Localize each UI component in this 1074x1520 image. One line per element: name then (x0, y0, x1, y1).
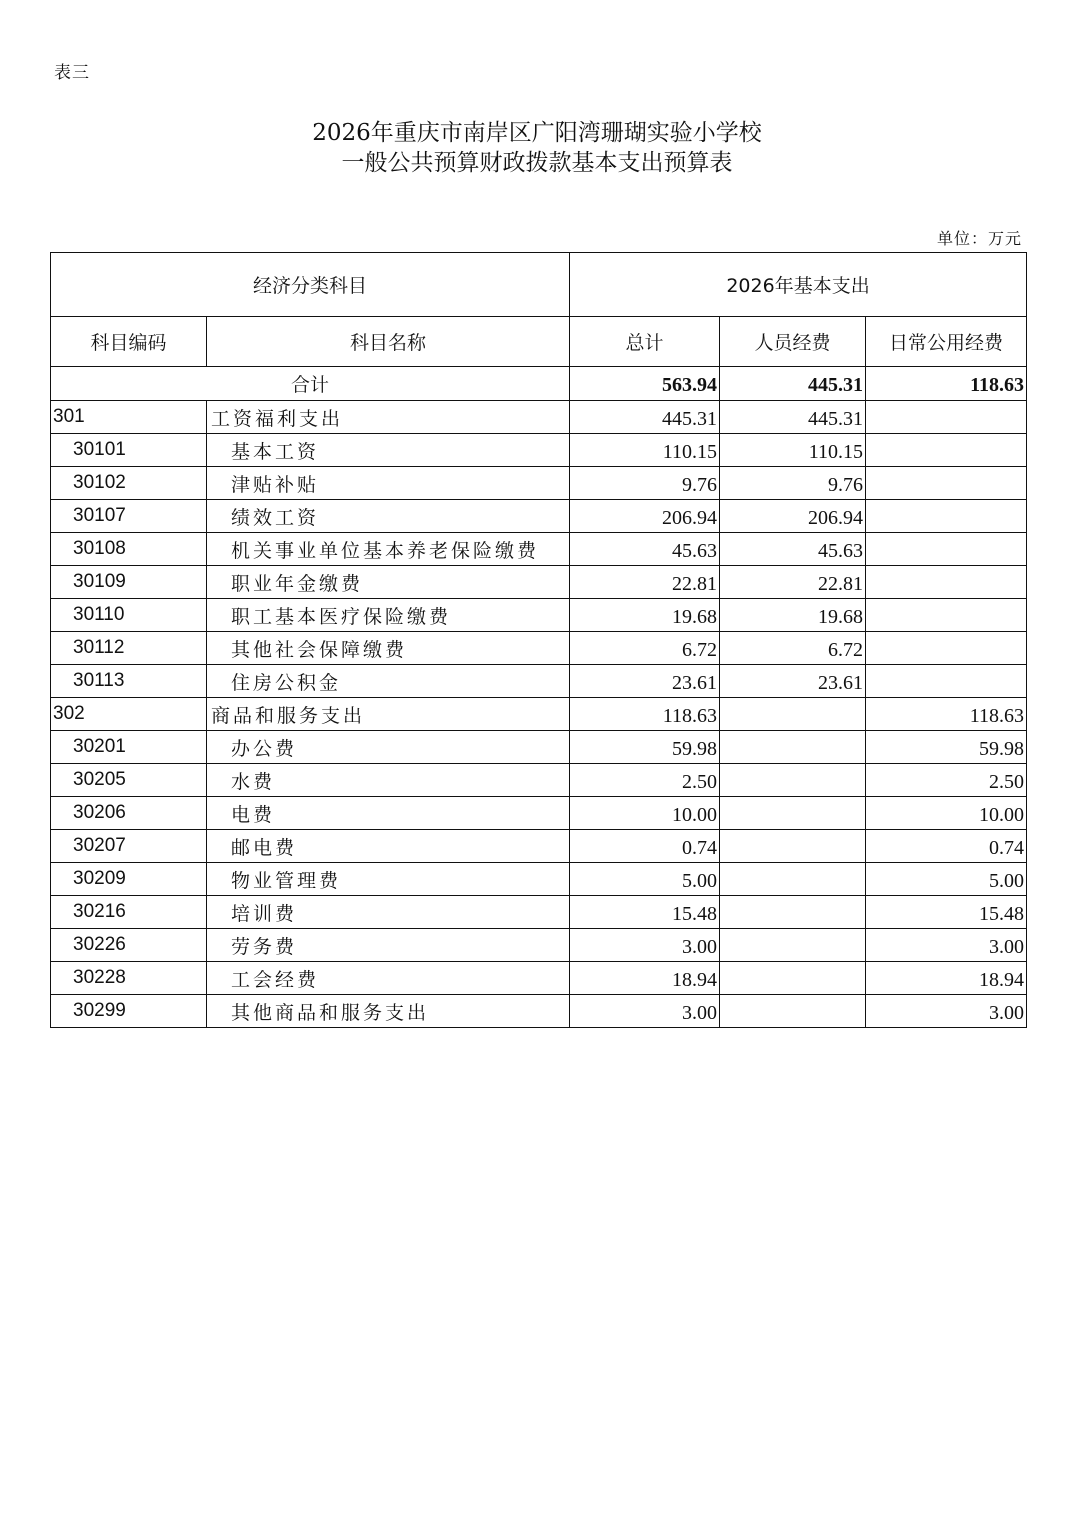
cell-public (866, 467, 1027, 500)
header-econ-class: 经济分类科目 (51, 253, 570, 317)
cell-public: 118.63 (866, 698, 1027, 731)
cell-name: 工资福利支出 (207, 401, 570, 434)
cell-code: 30299 (51, 995, 207, 1028)
header-row-2 (51, 317, 1027, 367)
header-total: 总计 (570, 317, 720, 367)
table-row (51, 797, 1027, 830)
cell-code: 30101 (51, 434, 207, 467)
header-name: 科目名称 (207, 317, 570, 367)
cell-public (866, 632, 1027, 665)
cell-personnel (720, 863, 866, 896)
total-row (51, 367, 1027, 401)
cell-public (866, 401, 1027, 434)
cell-name: 邮电费 (207, 830, 570, 863)
cell-total: 110.15 (570, 434, 720, 467)
cell-personnel: 110.15 (720, 434, 866, 467)
table-row (51, 863, 1027, 896)
document-title (0, 118, 1074, 178)
header-row-1 (51, 253, 1027, 317)
table-row (51, 434, 1027, 467)
cell-code: 30108 (51, 533, 207, 566)
cell-total: 6.72 (570, 632, 720, 665)
table-row (51, 698, 1027, 731)
cell-personnel (720, 731, 866, 764)
cell-personnel: 445.31 (720, 401, 866, 434)
cell-code: 30209 (51, 863, 207, 896)
cell-total: 445.31 (570, 401, 720, 434)
cell-personnel (720, 896, 866, 929)
cell-public: 59.98 (866, 731, 1027, 764)
cell-name: 水费 (207, 764, 570, 797)
table-row (51, 401, 1027, 434)
table-row (51, 566, 1027, 599)
cell-public (866, 566, 1027, 599)
cell-public: 0.74 (866, 830, 1027, 863)
cell-total: 45.63 (570, 533, 720, 566)
title-line-1: 2026年重庆市南岸区广阳湾珊瑚实验小学校 (312, 120, 762, 146)
cell-personnel (720, 830, 866, 863)
total-cell-personnel: 445.31 (720, 367, 866, 401)
cell-code: 30113 (51, 665, 207, 698)
cell-code: 30102 (51, 467, 207, 500)
cell-public (866, 434, 1027, 467)
cell-name: 物业管理费 (207, 863, 570, 896)
table-row (51, 731, 1027, 764)
header-basic-expense: 2026年基本支出 (570, 253, 1027, 317)
cell-code: 30226 (51, 929, 207, 962)
header-personnel: 人员经费 (720, 317, 866, 367)
cell-public: 3.00 (866, 929, 1027, 962)
total-cell-total: 563.94 (570, 367, 720, 401)
cell-public: 2.50 (866, 764, 1027, 797)
cell-total: 9.76 (570, 467, 720, 500)
table-row (51, 764, 1027, 797)
cell-total: 0.74 (570, 830, 720, 863)
cell-total: 206.94 (570, 500, 720, 533)
cell-code: 30228 (51, 962, 207, 995)
cell-public (866, 500, 1027, 533)
table-number-label: 表三 (54, 63, 90, 83)
cell-public: 10.00 (866, 797, 1027, 830)
cell-personnel: 9.76 (720, 467, 866, 500)
table-row (51, 896, 1027, 929)
cell-code: 30206 (51, 797, 207, 830)
cell-code: 30107 (51, 500, 207, 533)
cell-personnel (720, 995, 866, 1028)
cell-personnel: 45.63 (720, 533, 866, 566)
cell-personnel (720, 698, 866, 731)
cell-personnel (720, 962, 866, 995)
cell-code: 30110 (51, 599, 207, 632)
cell-code: 302 (51, 698, 207, 731)
cell-total: 15.48 (570, 896, 720, 929)
cell-public (866, 599, 1027, 632)
cell-name: 职工基本医疗保险缴费 (207, 599, 570, 632)
cell-total: 59.98 (570, 731, 720, 764)
unit-label: 单位：万元 (936, 229, 1022, 248)
cell-total: 2.50 (570, 764, 720, 797)
cell-total: 23.61 (570, 665, 720, 698)
cell-total: 18.94 (570, 962, 720, 995)
cell-total: 3.00 (570, 929, 720, 962)
table-row (51, 533, 1027, 566)
cell-name: 职业年金缴费 (207, 566, 570, 599)
cell-name: 其他社会保障缴费 (207, 632, 570, 665)
table-row (51, 665, 1027, 698)
cell-name: 电费 (207, 797, 570, 830)
cell-code: 301 (51, 401, 207, 434)
cell-name: 机关事业单位基本养老保险缴费 (207, 533, 570, 566)
cell-name: 绩效工资 (207, 500, 570, 533)
title-line-2: 一般公共预算财政拨款基本支出预算表 (341, 150, 733, 176)
cell-name: 住房公积金 (207, 665, 570, 698)
cell-code: 30207 (51, 830, 207, 863)
cell-name: 劳务费 (207, 929, 570, 962)
total-cell-public: 118.63 (866, 367, 1027, 401)
cell-code: 30205 (51, 764, 207, 797)
cell-personnel: 22.81 (720, 566, 866, 599)
cell-personnel (720, 797, 866, 830)
cell-total: 22.81 (570, 566, 720, 599)
cell-total: 10.00 (570, 797, 720, 830)
table-row (51, 830, 1027, 863)
cell-personnel (720, 764, 866, 797)
cell-personnel: 6.72 (720, 632, 866, 665)
cell-personnel: 19.68 (720, 599, 866, 632)
cell-name: 工会经费 (207, 962, 570, 995)
cell-public: 5.00 (866, 863, 1027, 896)
table-body (51, 367, 1027, 1028)
table-row (51, 962, 1027, 995)
cell-code: 30216 (51, 896, 207, 929)
cell-code: 30201 (51, 731, 207, 764)
cell-code: 30109 (51, 566, 207, 599)
table-row (51, 599, 1027, 632)
cell-public (866, 533, 1027, 566)
cell-name: 培训费 (207, 896, 570, 929)
cell-personnel (720, 929, 866, 962)
cell-name: 办公费 (207, 731, 570, 764)
header-code: 科目编码 (51, 317, 207, 367)
total-label: 合计 (51, 367, 570, 401)
cell-personnel: 206.94 (720, 500, 866, 533)
cell-name: 津贴补贴 (207, 467, 570, 500)
table-row (51, 995, 1027, 1028)
table-row (51, 500, 1027, 533)
cell-total: 118.63 (570, 698, 720, 731)
cell-code: 30112 (51, 632, 207, 665)
cell-total: 3.00 (570, 995, 720, 1028)
table-row (51, 632, 1027, 665)
cell-name: 基本工资 (207, 434, 570, 467)
table-row (51, 929, 1027, 962)
cell-total: 19.68 (570, 599, 720, 632)
cell-public: 15.48 (866, 896, 1027, 929)
cell-total: 5.00 (570, 863, 720, 896)
cell-public: 3.00 (866, 995, 1027, 1028)
cell-name: 其他商品和服务支出 (207, 995, 570, 1028)
table-row (51, 467, 1027, 500)
budget-table (50, 252, 1027, 1028)
cell-public (866, 665, 1027, 698)
cell-public: 18.94 (866, 962, 1027, 995)
header-public: 日常公用经费 (866, 317, 1027, 367)
cell-personnel: 23.61 (720, 665, 866, 698)
cell-name: 商品和服务支出 (207, 698, 570, 731)
